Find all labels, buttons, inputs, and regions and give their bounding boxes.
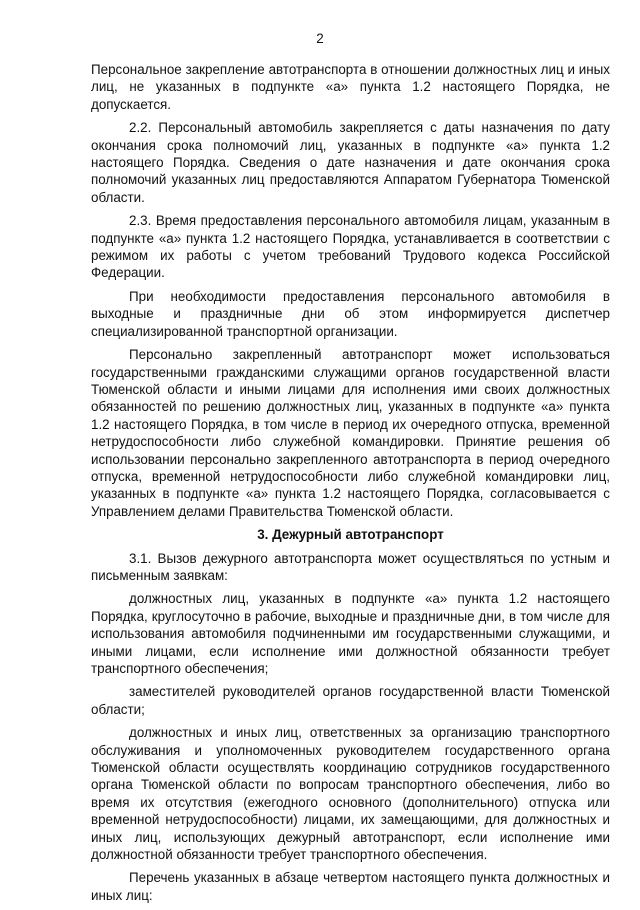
paragraph: заместителей руководителей органов государственной власти Тюменской области;: [91, 684, 610, 717]
paragraph: Персональное закрепление автотранспорта в отношении должностных лиц и иных лиц, не указанных в подпункте «а» пункта 1.2 настоящего Порядка, не допускается.: [91, 62, 610, 112]
paragraph: должностных и иных лиц, ответственных за организацию транспортного обслуживания и уполномоченных руководителем государственного органа Тюменской области осуществлять координацию сотрудников государственного органа Тюменской области по вопросам транспортного обеспечения, либо во время их отсутствия (ежегодного основного (дополнительного) отпуска или временной нетрудоспособности) лицами, их замещающими, для должностных и иных лиц, использующих дежурный автотранспорт, если исполнение ими должностной обязанности требует транспортного обеспечения.: [91, 725, 610, 863]
page-number: 2: [316, 31, 324, 46]
paragraph: 2.2. Персональный автомобиль закрепляется с даты назначения по дату окончания срока полномочий лиц, указанных в подпункте «а» пункта 1.2 настоящего Порядка. Сведения о дате назначения и дате окончания срока полномочий указанных лиц предоставляются Аппаратом Губернатора Тюменской области.: [91, 120, 610, 205]
paragraph: 3.1. Вызов дежурного автотранспорта может осуществляться по устным и письменным заявкам:: [91, 550, 610, 583]
paragraph: Перечень указанных в абзаце четвертом настоящего пункта должностных и иных лиц:: [91, 870, 610, 903]
paragraph: 2.3. Время предоставления персонального автомобиля лицам, указанным в подпункте «а» пункта 1.2 настоящего Порядка, устанавливается в соответствии с режимом их работы с учетом требований Трудового кодекса Российской Федерации.: [91, 213, 610, 281]
paragraph: Персонально закрепленный автотранспорт может использоваться государственными гражданскими служащими органов государственной власти Тюменской области и иными лицами для исполнения ими своих должностных обязанностей по решению должностных лиц, указанных в подпункте «а» пункта 1.2 настоящего Порядка, в том числе в период их очередного отпуска, временной нетрудоспособности либо служебной командировки. Принятие решения об использовании персонально закрепленного автотранспорта в период очередного отпуска, временной нетрудоспособности либо служебной командировки лиц, указанных в подпункте «а» пункта 1.2 настоящего Порядка, согласовывается с Управлением делами Правительства Тюменской области.: [91, 347, 610, 519]
paragraph: При необходимости предоставления персонального автомобиля в выходные и праздничные дни об этом информируется диспетчер специализированной транспортной организации.: [91, 288, 610, 339]
paragraph: должностных лиц, указанных в подпункте «а» пункта 1.2 настоящего Порядка, круглосуточно в рабочие, выходные и праздничные дни, в том числе для использования автомобиля подчиненными им государственными служащими, и иными лицами, если исполнение ими должностной обязанности требует транспортного обеспечения;: [91, 591, 610, 676]
document-body: [91, 61, 610, 910]
section-heading: 3. Дежурный автотранспорт: [257, 527, 444, 543]
